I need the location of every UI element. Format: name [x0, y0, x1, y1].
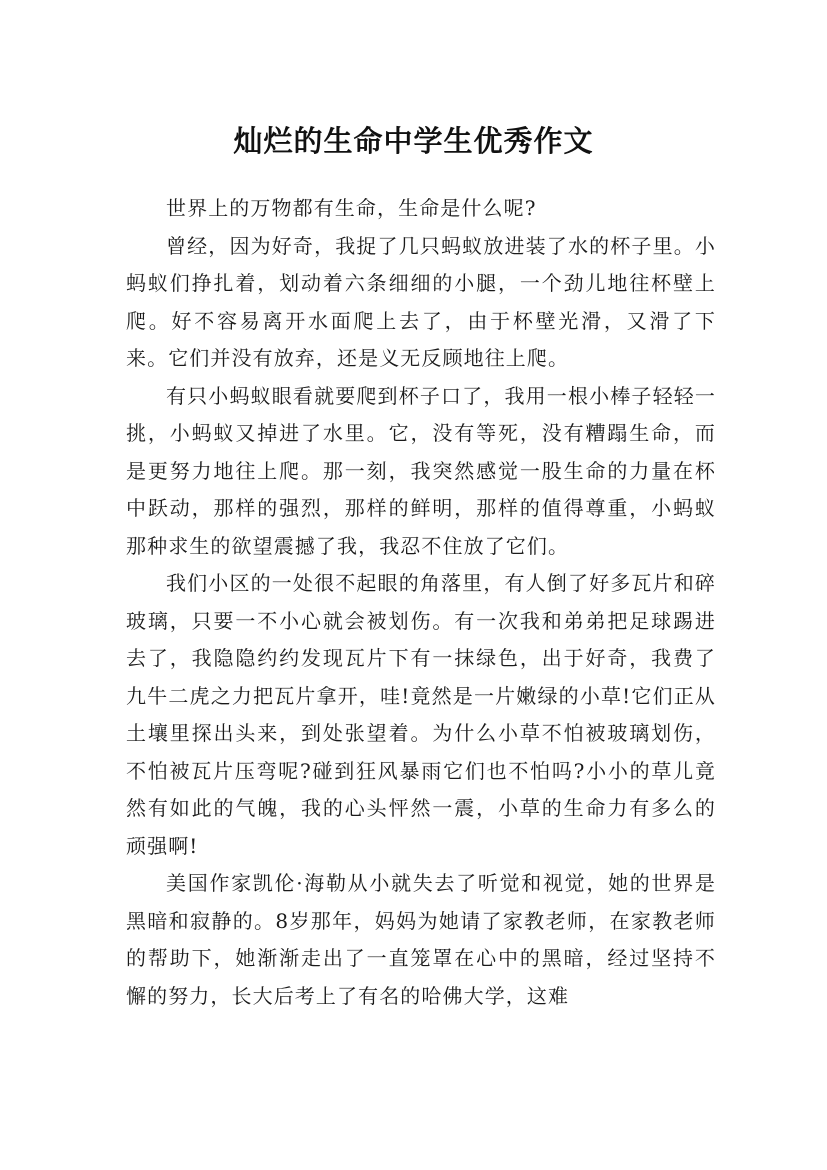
- document-body: [126, 190, 716, 1015]
- paragraph-2: 曾经，因为好奇，我捉了几只蚂蚁放进装了水的杯子里。小蚂蚁们挣扎着，划动着六条细细的小腿，一个劲儿地往杯壁上爬。好不容易离开水面爬上去了，由于杯壁光滑，又滑了下来。它们并没有放弃，还是义无反顾地往上爬。: [126, 233, 716, 370]
- paragraph-3: 有只小蚂蚁眼看就要爬到杯子口了，我用一根小棒子轻轻一挑，小蚂蚁又掉进了水里。它，没有等死，没有糟蹋生命，而是更努力地往上爬。那一刻，我突然感觉一股生命的力量在杯中跃动，那样的强烈，那样的鲜明，那样的值得尊重，小蚂蚁那种求生的欲望震撼了我，我忍不住放了它们。: [126, 383, 716, 558]
- paragraph-5: 美国作家凯伦·海勒从小就失去了听觉和视觉，她的世界是黑暗和寂静的。8岁那年，妈妈为她请了家教老师，在家教老师的帮助下，她渐渐走出了一直笼罩在心中的黑暗，经过坚持不懈的努力，长大后考上了有名的哈佛大学，这难: [126, 871, 716, 1008]
- document-title: 灿烂的生命中学生优秀作文: [233, 124, 594, 159]
- paragraph-4: 我们小区的一处很不起眼的角落里，有人倒了好多瓦片和碎玻璃，只要一不小心就会被划伤。有一次我和弟弟把足球踢进去了，我隐隐约约发现瓦片下有一抹绿色，出于好奇，我费了九牛二虎之力把瓦片拿开，哇!竟然是一片嫩绿的小草!它们正从土壤里探出头来，到处张望着。为什么小草不怕被玻璃划伤，不怕被瓦片压弯呢?碰到狂风暴雨它们也不怕吗?小小的草儿竟然有如此的气魄，我的心头怦然一震，小草的生命力有多么的顽强啊!: [126, 571, 716, 858]
- paragraph-1: 世界上的万物都有生命，生命是什么呢?: [166, 196, 537, 220]
